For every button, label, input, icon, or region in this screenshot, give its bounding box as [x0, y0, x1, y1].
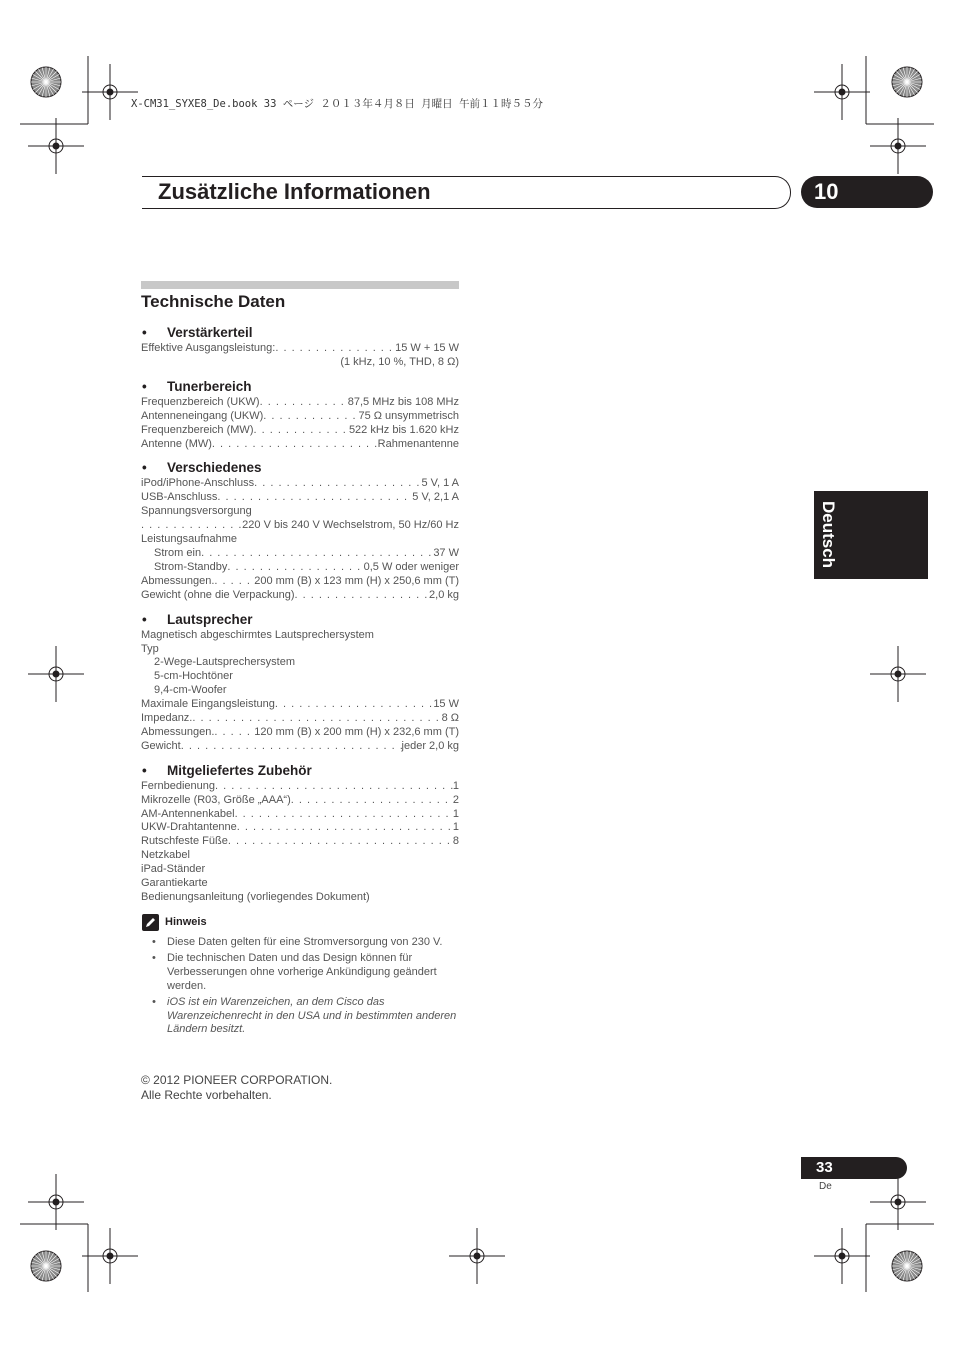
- spec-value: 87,5 MHz bis 108 MHz: [347, 395, 459, 408]
- spec-row: [141, 712, 459, 726]
- spec-list: [141, 324, 459, 913]
- spec-value: 15 W + 15 W: [395, 342, 459, 354]
- spec-value: 37 W: [433, 546, 459, 559]
- spec-text: Spannungsversorgung: [141, 505, 252, 518]
- spec-label: Rutschfeste Füße: [141, 835, 228, 848]
- spec-text: Magnetisch abgeschirmtes Lautsprechersystem: [141, 628, 374, 641]
- spec-row: [141, 698, 459, 712]
- leader-dots: [227, 561, 363, 575]
- leader-dots: [214, 726, 254, 740]
- spec-group-heading: • Tunerbereich: [142, 378, 252, 394]
- copyright: [141, 1073, 332, 1103]
- note-list: [152, 936, 462, 1039]
- spec-text: Leistungsaufnahme: [141, 533, 238, 546]
- page-number: 33: [816, 1159, 833, 1176]
- leader-dots: [192, 712, 441, 726]
- spec-label: Strom ein: [154, 546, 202, 559]
- spec-label: Antenne (MW): [141, 437, 212, 450]
- spec-label: Abmessungen.: [141, 574, 215, 587]
- language-tab-label: Deutsch: [819, 501, 838, 569]
- spec-value: jeder 2,0 kg: [401, 739, 459, 752]
- leader-dots: [201, 547, 433, 561]
- pencil-note-icon: [142, 914, 159, 931]
- spec-value: 5 V, 2,1 A: [412, 491, 459, 504]
- spec-value: 200 mm (B) x 123 mm (H) x 250,6 mm (T): [254, 574, 459, 587]
- spec-label: Effektive Ausgangsleistung:: [141, 342, 276, 354]
- spec-label: Antenneneingang (UKW): [141, 409, 264, 422]
- spec-label: iPod/iPhone-Anschluss: [141, 477, 255, 490]
- spec-row: [141, 561, 459, 575]
- spec-value: 8 Ω: [441, 712, 459, 725]
- leader-dots: [214, 575, 254, 589]
- spec-group-heading: • Verschiedenes: [142, 460, 262, 476]
- leader-dots: [291, 794, 453, 808]
- leader-dots: [217, 491, 412, 505]
- leader-dots: [228, 835, 453, 849]
- spec-row: [141, 477, 459, 491]
- spec-text: iPad-Ständer: [141, 863, 206, 876]
- spec-row: [141, 794, 459, 808]
- spec-text: Garantiekarte: [141, 877, 208, 890]
- leader-dots: [212, 438, 378, 452]
- spec-label: Mikrozelle (R03, Größe „AAA“): [141, 793, 291, 806]
- note-title: Hinweis: [165, 916, 207, 928]
- leader-dots: [275, 342, 395, 356]
- spec-group-heading: • Verstärkerteil: [142, 325, 253, 340]
- spec-label: Frequenzbereich (UKW): [141, 395, 260, 408]
- spec-row: [141, 438, 459, 452]
- note-item: • Die technischen Daten und das Design können für Verbesserungen ohne vorherige Ankündigung geändert werden.: [152, 951, 437, 992]
- spec-group: [141, 611, 459, 754]
- spec-value: 1: [452, 821, 459, 834]
- spec-group: [141, 459, 459, 602]
- spec-row: [141, 726, 459, 740]
- spec-group-heading: • Lautsprecher: [142, 611, 253, 627]
- spec-label: Impedanz.: [141, 712, 193, 725]
- spec-group: [141, 324, 459, 370]
- page-language: De: [819, 1181, 832, 1192]
- section-title: Technische Daten: [141, 292, 286, 311]
- spec-text: Typ: [141, 642, 159, 655]
- spec-group: [141, 378, 459, 452]
- chapter-title: Zusätzliche Informationen: [158, 179, 431, 204]
- spec-group: [141, 762, 459, 905]
- spec-label: Frequenzbereich (MW): [141, 423, 254, 436]
- spec-text: 9,4-cm-Woofer: [154, 684, 227, 697]
- spec-row: [141, 424, 459, 438]
- spec-value: 522 kHz bis 1.620 kHz: [348, 423, 459, 436]
- spec-value: 2: [452, 793, 459, 806]
- spec-value: 0,5 W oder weniger: [363, 560, 459, 573]
- spec-label: Gewicht (ohne die Verpackung): [141, 588, 295, 601]
- section-rule: [141, 281, 459, 289]
- spec-value: Rahmenantenne: [377, 437, 459, 450]
- copyright-line: © 2012 PIONEER CORPORATION.: [141, 1073, 333, 1087]
- spec-row: [141, 740, 459, 754]
- spec-label: Maximale Eingangsleistung: [141, 698, 275, 711]
- note-item: • Diese Daten gelten für eine Stromversorgung von 230 V.: [152, 936, 443, 948]
- spec-text: 2-Wege-Lautsprechersystem: [154, 656, 296, 669]
- leader-dots: [294, 589, 429, 603]
- leader-dots: [253, 424, 348, 438]
- spec-row: [141, 547, 459, 561]
- leader-dots: [237, 821, 453, 835]
- spec-row: [141, 780, 459, 794]
- spec-row: [141, 519, 459, 533]
- leader-dots: [235, 808, 453, 822]
- chapter-number: 10: [814, 179, 839, 204]
- leader-dots: [141, 519, 242, 533]
- copyright-line: Alle Rechte vorbehalten.: [141, 1088, 272, 1102]
- leader-dots: [181, 740, 402, 754]
- spec-label: Strom-Standby: [154, 560, 228, 573]
- leader-dots: [260, 396, 348, 410]
- note-item: • iOS ist ein Warenzeichen, an dem Cisco das Warenzeichenrecht in den USA und in bestimmten anderen Ländern besitzt.: [152, 995, 457, 1036]
- spec-group-heading: • Mitgeliefertes Zubehör: [142, 762, 312, 778]
- spec-label: Abmessungen.: [141, 725, 215, 738]
- spec-label: Gewicht: [141, 739, 181, 752]
- spec-value: 75 Ω unsymmetrisch: [358, 409, 459, 422]
- spec-row: [141, 808, 459, 822]
- spec-label: AM-Antennenkabel: [141, 807, 235, 820]
- spec-label: Fernbedienung: [141, 779, 216, 792]
- spec-value: 1: [452, 807, 459, 820]
- spec-value: 1: [452, 779, 459, 792]
- spec-text: Bedienungsanleitung (vorliegendes Dokument): [141, 891, 370, 903]
- spec-label: USB-Anschluss: [141, 491, 218, 504]
- spec-row: [141, 342, 459, 356]
- spec-note: (1 kHz, 10 %, THD, 8 Ω): [340, 355, 459, 368]
- spec-row: [141, 396, 459, 410]
- spec-row: [141, 589, 459, 603]
- leader-dots: [254, 477, 421, 491]
- spec-value: 2,0 kg: [429, 588, 459, 601]
- spec-row: [141, 575, 459, 589]
- spec-text: Netzkabel: [141, 849, 190, 862]
- spec-row: [141, 821, 459, 835]
- spec-value: 15 W: [433, 698, 459, 711]
- leader-dots: [215, 780, 453, 794]
- spec-row: [141, 835, 459, 849]
- leader-dots: [275, 698, 433, 712]
- spec-row: [141, 491, 459, 505]
- spec-text: 5-cm-Hochtöner: [154, 670, 233, 683]
- spec-row: [141, 410, 459, 424]
- spec-value: 8: [452, 835, 459, 848]
- spec-label: UKW-Drahtantenne: [141, 821, 237, 834]
- spec-value: 120 mm (B) x 200 mm (H) x 232,6 mm (T): [254, 725, 459, 738]
- file-header: X-CM31_SYXE8_De.book 33 ページ ２０１３年４月８日 月曜日 午前１１時５５分: [131, 98, 543, 110]
- leader-dots: [263, 410, 358, 424]
- spec-value: 220 V bis 240 V Wechselstrom, 50 Hz/60 Hz: [242, 519, 459, 532]
- spec-value: 5 V, 1 A: [421, 477, 459, 490]
